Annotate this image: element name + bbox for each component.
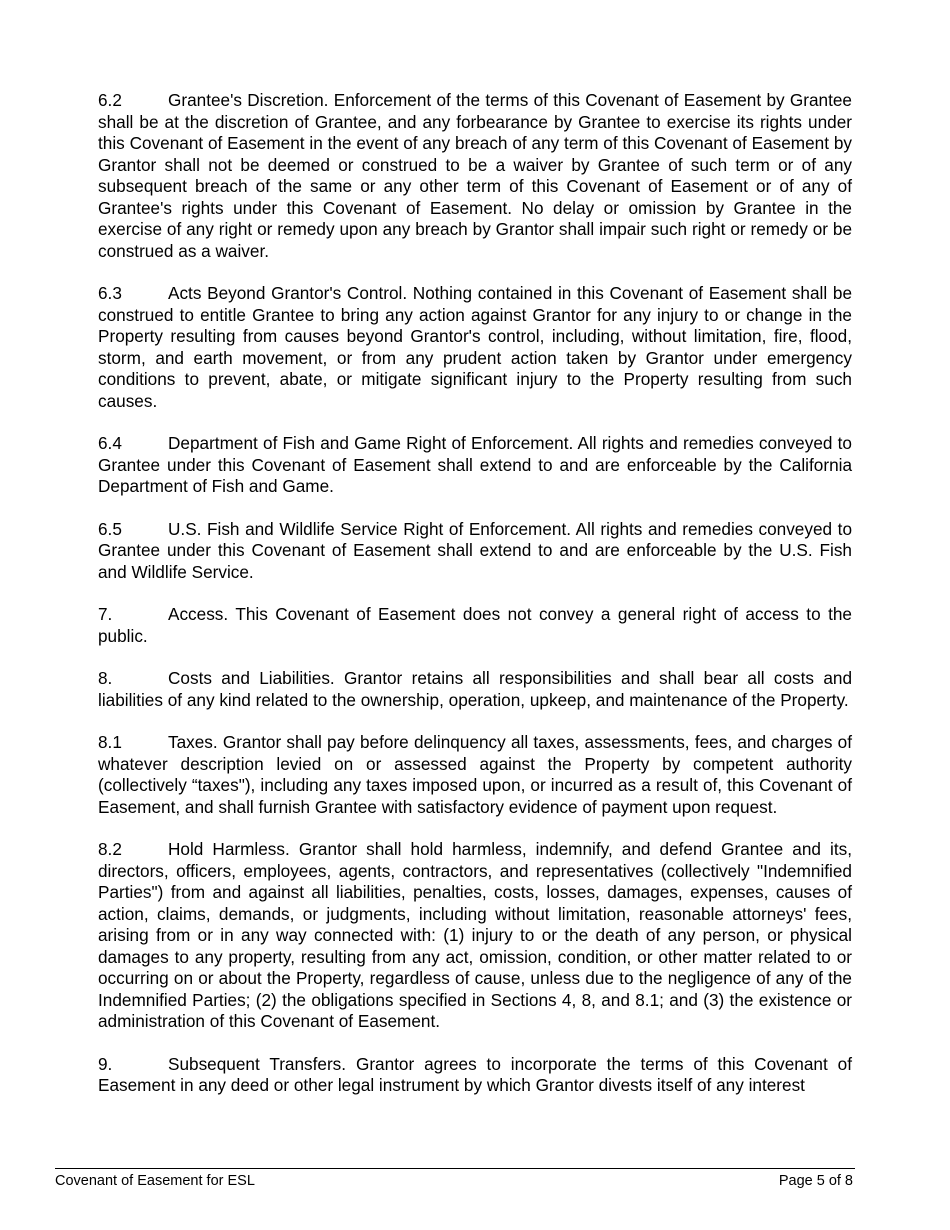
- section-6-5: [98, 519, 852, 584]
- section-text: Grantee's Discretion. Enforcement of the terms of this Covenant of Easement by Grantee shall be at the discretion of Grantee, and any forbearance by Grantee to exercise its rights under this Covenant of Easement in the event of any breach of any term of this Covenant of Easement by Grantor shall not be deemed or construed to be a waiver by Grantee of such term or of any subsequent breach of the same or any other term of this Covenant of Easement or of any of Grantee's rights under this Covenant of Easement. No delay or omission by Grantee in the exercise of any right or remedy upon any breach by Grantor shall impair such right or remedy or be construed as a waiver.: [98, 90, 852, 261]
- section-text: Subsequent Transfers. Grantor agrees to incorporate the terms of this Covenant of Easement in any deed or other legal instrument by which Grantor divests itself of any interest: [98, 1053, 852, 1095]
- section-text: Costs and Liabilities. Grantor retains all responsibilities and shall bear all costs and liabilities of any kind related to the ownership, operation, upkeep, and maintenance of the Property.: [98, 668, 852, 710]
- section-6-3: [98, 283, 852, 412]
- section-text: Access. This Covenant of Easement does not convey a general right of access to the public.: [98, 604, 852, 646]
- section-8-1: [98, 732, 852, 818]
- section-number: 8.: [98, 668, 113, 688]
- section-text: U.S. Fish and Wildlife Service Right of Enforcement. All rights and remedies conveyed to Grantee under this Covenant of Easement shall extend to and are enforceable by the U.S. Fish and Wildlife Service.: [98, 518, 852, 582]
- section-number: 9.: [98, 1053, 113, 1074]
- section-number: 6.5: [98, 518, 122, 539]
- document-body: [98, 90, 852, 1118]
- section-text: Department of Fish and Game Right of Enforcement. All rights and remedies conveyed to Grantee under this Covenant of Easement shall extend to and are enforceable by the California Department of Fish and Game.: [98, 433, 852, 496]
- section-6-4: [98, 433, 852, 498]
- footer-document-title: Covenant of Easement for ESL: [55, 1173, 255, 1189]
- section-text: Taxes. Grantor shall pay before delinquency all taxes, assessments, fees, and charges of whatever description levied on or assessed against the Property by competent authority (collectively “taxes"), including any taxes imposed upon, or incurred as a result of, this Covenant of Easement, and shall furnish Grantee with satisfactory evidence of payment upon request.: [98, 732, 852, 817]
- section-number: 6.3: [98, 283, 122, 303]
- section-number: 8.2: [98, 839, 122, 859]
- section-text: Hold Harmless. Grantor shall hold harmless, indemnify, and defend Grantee and its, directors, officers, employees, agents, contractors, and representatives (collectively "Indemnified Parties") from and against all liabilities, penalties, costs, losses, damages, expenses, causes of action, claims, demands, or judgments, including without limitation, reasonable attorneys' fees, arising from or in any way connected with: (1) injury to or the death of any person, or physical damages to any property, resulting from any act, omission, condition, or other matter related to or occurring on or about the Property, regardless of cause, unless due to the negligence of any of the Indemnified Parties; (2) the obligations specified in Sections 4, 8, and 8.1; and (3) the existence or administration of this Covenant of Easement.: [98, 839, 852, 1031]
- section-text: Acts Beyond Grantor's Control. Nothing contained in this Covenant of Easement shall be construed to entitle Grantee to bring any action against Grantor for any injury to or change in the Property resulting from causes beyond Grantor's control, including, without limitation, fire, flood, storm, and earth movement, or from any prudent action taken by Grantor under emergency conditions to prevent, abate, or mitigate significant injury to the Property resulting from such causes.: [98, 283, 852, 411]
- page-footer: [55, 1168, 855, 1190]
- section-number: 7.: [98, 604, 113, 624]
- section-7: [98, 604, 852, 647]
- section-number: 6.2: [98, 90, 122, 110]
- section-6-2: [98, 90, 852, 262]
- footer-page-number: Page 5 of 8: [778, 1173, 853, 1189]
- section-number: 8.1: [98, 732, 122, 752]
- section-number: 6.4: [98, 433, 122, 453]
- section-8: [98, 668, 852, 711]
- section-9: [98, 1054, 852, 1097]
- section-8-2: [98, 839, 852, 1033]
